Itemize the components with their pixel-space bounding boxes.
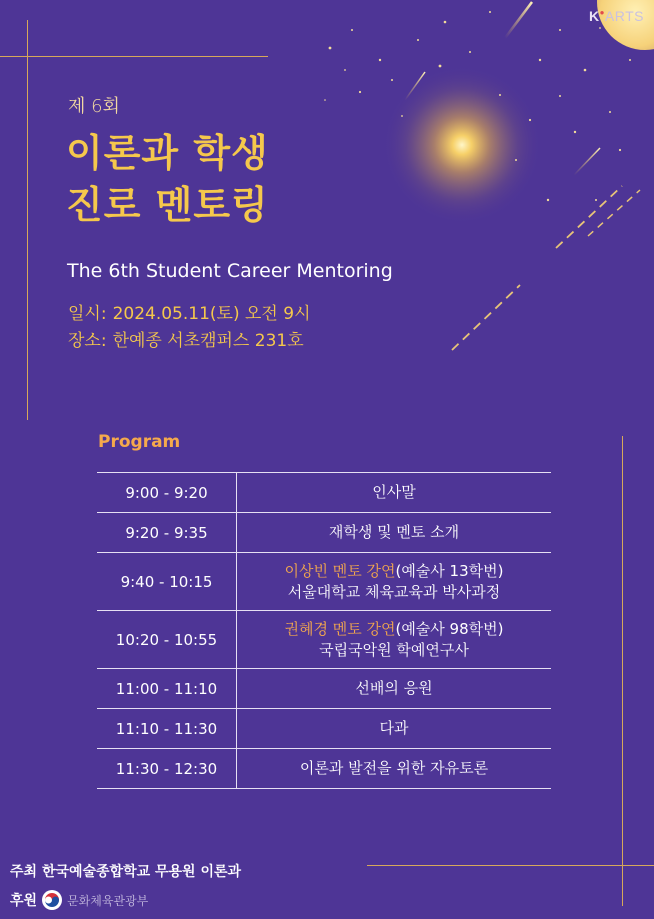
- dashed-meteor: [556, 186, 622, 248]
- date-label: 일시:: [68, 304, 107, 324]
- title-line-2: 진로 멘토링: [66, 183, 269, 227]
- session-time: 9:00 - 9:20: [97, 473, 237, 513]
- frame-line-right: [622, 436, 623, 906]
- table-row: [97, 749, 551, 789]
- sponsor-label: 후원: [10, 893, 38, 909]
- table-row: [97, 513, 551, 553]
- mentor-lecture-highlight: 권혜경 멘토 강연: [284, 619, 396, 638]
- place-value: 한예종 서초캠퍼스 231호: [112, 331, 304, 351]
- event-title: [66, 127, 269, 231]
- session-time: 11:10 - 11:30: [97, 709, 237, 749]
- frame-line-top: [0, 56, 268, 57]
- mentor-cohort: (예술사 13학번): [395, 561, 504, 580]
- english-subtitle: The 6th Student Career Mentoring: [67, 260, 393, 282]
- table-row: [97, 669, 551, 709]
- program-schedule-table: [97, 472, 551, 789]
- session-title: [237, 611, 552, 669]
- session-title: 선배의 응원: [355, 679, 433, 697]
- meteor-trail: [505, 2, 532, 38]
- karts-logo: K●ARTS: [588, 8, 644, 24]
- mentor-affiliation: 서울대학교 체육교육과 박사과정: [287, 582, 501, 601]
- event-date: [68, 299, 311, 324]
- session-time: 10:20 - 10:55: [97, 611, 237, 669]
- program-heading: Program: [98, 432, 181, 452]
- date-value: 2024.05.11(토) 오전 9시: [112, 304, 311, 324]
- table-row: [97, 473, 551, 513]
- glowing-star: [382, 65, 542, 225]
- session-time: 11:30 - 12:30: [97, 749, 237, 789]
- session-title: 재학생 및 멘토 소개: [328, 523, 460, 541]
- edition-label: 제 6회: [68, 96, 120, 117]
- ministry-emblem-icon: [41, 889, 63, 911]
- dashed-meteor: [588, 190, 640, 236]
- session-title: [237, 553, 552, 611]
- mentor-lecture-highlight: 이상빈 멘토 강연: [284, 561, 396, 580]
- mentor-affiliation: 국립국악원 학예연구사: [319, 640, 469, 659]
- session-time: 9:20 - 9:35: [97, 513, 237, 553]
- session-title: 다과: [379, 719, 409, 737]
- session-title: 인사말: [372, 483, 416, 501]
- session-time: 9:40 - 10:15: [97, 553, 237, 611]
- table-row: [97, 553, 551, 611]
- dashed-meteor: [452, 285, 520, 350]
- table-row: [97, 611, 551, 669]
- title-line-1: 이론과 학생: [66, 131, 269, 175]
- table-row: [97, 709, 551, 749]
- frame-line-bottom: [367, 865, 654, 866]
- sponsor-name: 문화체육관광부: [67, 893, 149, 908]
- frame-line-left: [27, 20, 28, 420]
- meteor-trail: [574, 148, 600, 175]
- host-label: 주최: [10, 864, 38, 880]
- mentor-cohort: (예술사 98학번): [395, 619, 504, 638]
- host-info: [10, 861, 241, 881]
- session-title: 이론과 발전을 위한 자유토론: [299, 759, 489, 777]
- place-label: 장소:: [68, 331, 107, 351]
- sponsor-info: [10, 889, 148, 911]
- host-value: 한국예술종합학교 무용원 이론과: [41, 864, 242, 880]
- event-place: [68, 326, 304, 351]
- session-time: 11:00 - 11:10: [97, 669, 237, 709]
